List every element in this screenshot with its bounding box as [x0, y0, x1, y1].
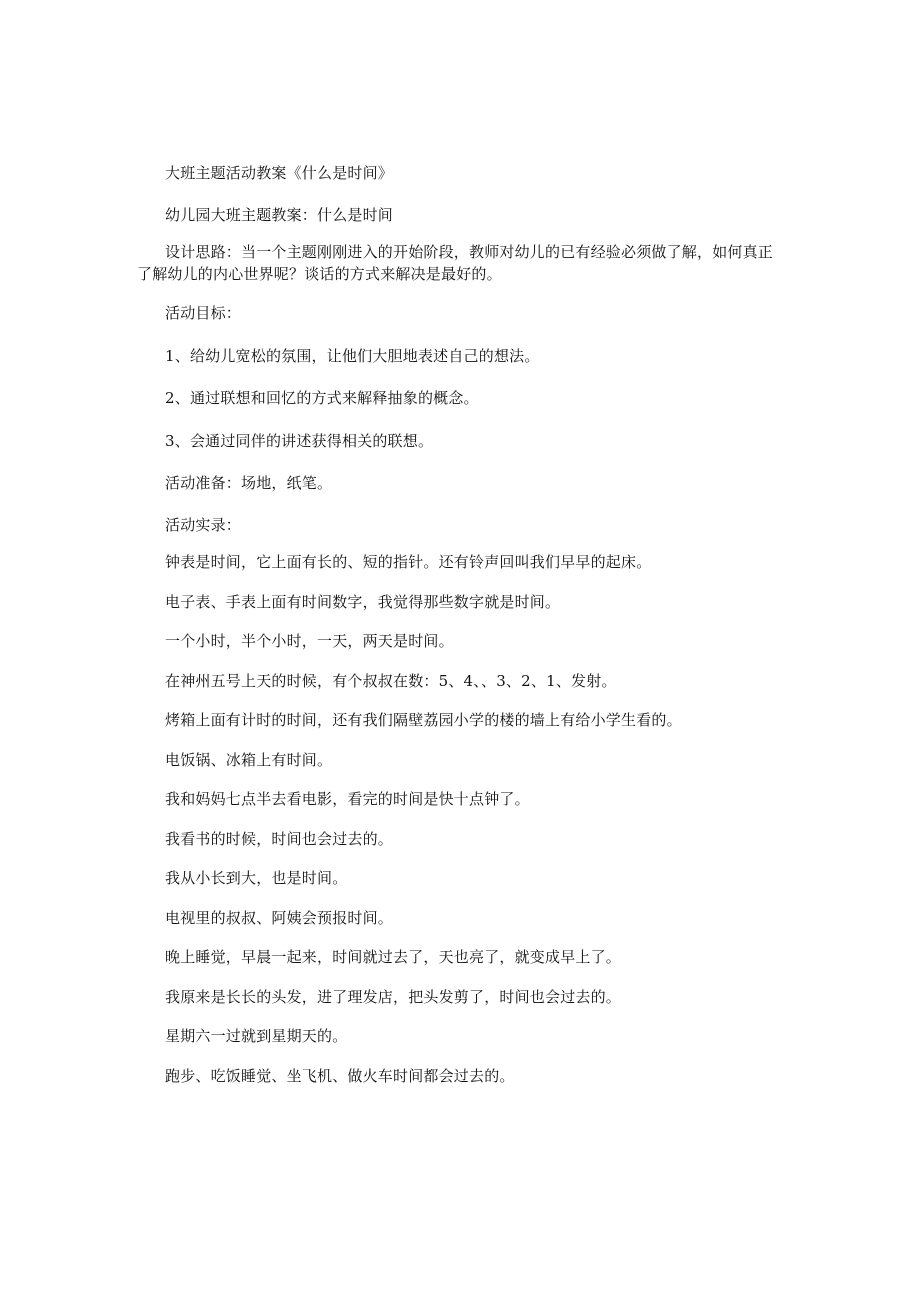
record-item: 我看书的时候，时间也会过去的。 [165, 830, 394, 848]
record-heading: 活动实录： [165, 516, 242, 534]
goal-item: 3、会通过同伴的讲述获得相关的联想。 [165, 432, 434, 450]
record-item: 在神州五号上天的时候，有个叔叔在数：5、4、、3、2、1、发射。 [165, 672, 617, 690]
record-item: 我和妈妈七点半去看电影，看完的时间是快十点钟了。 [165, 790, 530, 808]
record-item: 跑步、吃饭睡觉、坐飞机、做火车时间都会过去的。 [165, 1067, 515, 1085]
record-item: 钟表是时间，它上面有长的、短的指针。还有铃声回叫我们早早的起床。 [165, 553, 652, 571]
goal-item: 2、通过联想和回忆的方式来解释抽象的概念。 [165, 389, 479, 407]
record-item: 我从小长到大，也是时间。 [165, 869, 348, 887]
record-item: 电饭锅、冰箱上有时间。 [165, 751, 333, 769]
record-item: 星期六一过就到星期天的。 [165, 1027, 348, 1045]
record-item: 一个小时，半个小时，一天，两天是时间。 [165, 632, 454, 650]
record-item: 烤箱上面有计时的时间，还有我们隔壁荔园小学的楼的墙上有给小学生看的。 [165, 711, 682, 729]
document-title: 大班主题活动教案《什么是时间》 [165, 164, 394, 182]
record-item: 电视里的叔叔、阿姨会预报时间。 [165, 909, 394, 927]
record-item: 晚上睡觉，早晨一起来，时间就过去了，天也亮了，就变成早上了。 [165, 948, 622, 966]
record-item: 我原来是长长的头发，进了理发店，把头发剪了，时间也会过去的。 [165, 988, 622, 1006]
goal-item: 1、给幼儿宽松的氛围，让他们大胆地表述自己的想法。 [165, 347, 540, 365]
design-idea-paragraph: 设计思路：当一个主题刚刚进入的开始阶段，教师对幼儿的已有经验必须做了解，如何真正了解幼儿的内心世界呢？谈话的方式来解决是最好的。 [137, 243, 774, 283]
preparation-text: 活动准备：场地，纸笔。 [165, 474, 333, 492]
record-item: 电子表、手表上面有时间数字，我觉得那些数字就是时间。 [165, 593, 561, 611]
document-subtitle: 幼儿园大班主题教案：什么是时间 [165, 206, 394, 224]
goals-heading: 活动目标： [165, 304, 242, 322]
